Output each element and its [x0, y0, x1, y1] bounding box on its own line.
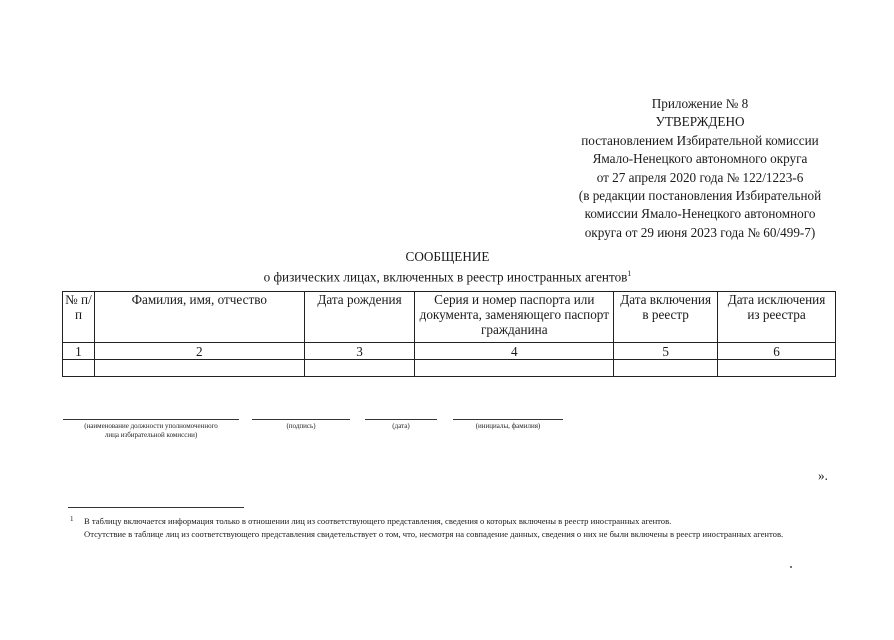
footnote-text: Отсутствие в таблице лиц из соответствующего представления свидетельствует о том, что, несмотря на совпадение данных, сведения о них не были включены в реестр иностранных агентов.: [84, 529, 784, 539]
registry-table: [62, 291, 836, 377]
footnote-mark: 1: [70, 515, 74, 523]
column-header-name: Фамилия, имя, отчество: [94, 292, 304, 343]
approval-line: округа от 29 июня 2023 года № 60/499-7): [584, 224, 816, 240]
footnote-separator: [68, 507, 244, 508]
footnote-text: В таблицу включается информация только в отношении лиц из соответствующего представления, сведения о которых включены в реестр иностранных агентов.: [84, 516, 672, 526]
table-row: [63, 360, 836, 377]
approval-line: комиссии Ямало-Ненецкого автономного: [584, 206, 816, 222]
column-number: 2: [94, 343, 304, 360]
title-heading: СООБЩЕНИЕ: [405, 249, 490, 264]
column-header-birthdate: Дата рождения: [304, 292, 415, 343]
column-header-number: № п/п: [63, 292, 95, 343]
table-cell: [718, 360, 836, 377]
signature-caption: (подпись): [286, 422, 316, 430]
column-number: 1: [63, 343, 95, 360]
title-subheading: о физических лицах, включенных в реестр иностранных агентов$^1$: [263, 269, 632, 285]
column-number: 4: [415, 343, 614, 360]
document-title: [180, 248, 715, 285]
approval-line: Приложение № 8: [651, 96, 749, 111]
table-numbering-row: [63, 343, 836, 360]
column-header-exclusion-date: Дата исключения из реестра: [718, 292, 836, 343]
approval-line: постановлением Избирательной комиссии: [581, 132, 819, 148]
approval-line: от 27 апреля 2020 года № 122/1223-6: [596, 169, 804, 185]
approval-line: УТВЕРЖДЕНО: [655, 114, 745, 130]
approval-line: (в редакции постановления Избирательной: [578, 188, 822, 204]
table-cell: [415, 360, 614, 377]
column-header-inclusion-date: Дата включения в реестр: [614, 292, 718, 343]
column-number: 3: [304, 343, 415, 360]
table-cell: [614, 360, 718, 377]
table-header-row: [63, 292, 836, 343]
name-caption: (инициалы, фамилия): [475, 422, 541, 430]
table-cell: [94, 360, 304, 377]
column-header-passport: Серия и номер паспорта или документа, заменяющего паспорт гражданина: [415, 292, 614, 343]
closing-quote: ».: [818, 468, 828, 483]
table-cell: [63, 360, 95, 377]
date-line: [365, 419, 437, 420]
date-caption: (дата): [392, 422, 410, 430]
signature-line: [252, 419, 350, 420]
approval-line: Ямало-Ненецкого автономного округа: [592, 151, 808, 167]
table-cell: [304, 360, 415, 377]
position-line: [63, 419, 239, 420]
approval-block: [540, 95, 860, 242]
column-number: 6: [718, 343, 836, 360]
footnote-reference: 1: [627, 269, 632, 278]
scan-speck: [790, 566, 792, 568]
footnote: [70, 515, 836, 541]
position-caption: (наименование должности уполномоченного лица избирательной комиссии): [84, 422, 218, 439]
column-number: 5: [614, 343, 718, 360]
name-line: [453, 419, 563, 420]
